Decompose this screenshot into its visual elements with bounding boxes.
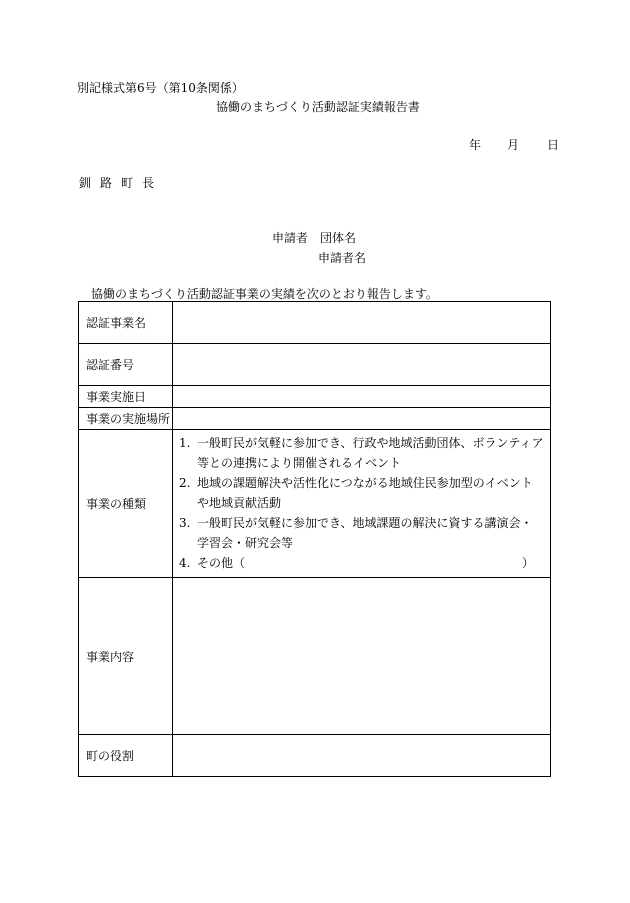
row-label: 認証事業名 <box>79 302 173 344</box>
row-label: 事業の種類 <box>79 430 173 578</box>
intro-text: 協働のまちづくり活動認証事業の実績を次のとおり報告します。 <box>91 287 438 301</box>
type-option-1[interactable]: 1. 一般町民が気軽に参加でき、行政や地域活動団体、ボランティア等との連携により開催されるイベント <box>179 436 544 470</box>
date-month-label: 月 <box>507 138 520 152</box>
table-row <box>79 408 551 430</box>
row-label: 町の役割 <box>79 735 173 777</box>
type-option-3[interactable]: 3. 一般町民が気軽に参加でき、地域課題の解決に資する講演会・学習会・研究会等 <box>179 516 533 550</box>
date-year-label: 年 <box>469 138 482 152</box>
addressee: 釧路町長 <box>79 176 164 190</box>
row-label: 事業の実施場所 <box>79 408 173 430</box>
type-option-4[interactable]: 4. その他（ ） <box>179 553 544 573</box>
row-label: 認証番号 <box>79 344 173 386</box>
document-title: 協働のまちづくり活動認証実績報告書 <box>216 100 420 114</box>
other-close-paren: ） <box>521 556 534 570</box>
report-table <box>78 301 551 777</box>
table-row <box>79 735 551 777</box>
form-number: 別記様式第6号（第10条関係） <box>77 81 244 95</box>
event-date-field[interactable] <box>173 386 551 408</box>
certification-number-field[interactable] <box>173 344 551 386</box>
row-label: 事業内容 <box>79 578 173 735</box>
type-option-2[interactable]: 2. 地域の課題解決や活性化につながる地域住民参加型のイベントや地域貢献活動 <box>179 476 533 510</box>
other-open-text: その他（ <box>197 556 246 570</box>
type-option-text: 地域の課題解決や活性化につながる地域住民参加型のイベントや地域貢献活動 <box>197 476 533 510</box>
table-row <box>79 344 551 386</box>
town-role-field[interactable] <box>173 735 551 777</box>
table-row <box>79 386 551 408</box>
project-type-options <box>173 430 551 578</box>
applicant-org-line <box>272 232 356 244</box>
row-label: 事業実施日 <box>79 386 173 408</box>
type-option-text: 一般町民が気軽に参加でき、地域課題の解決に資する講演会・学習会・研究会等 <box>197 516 533 550</box>
table-row <box>79 302 551 344</box>
date-day-label: 日 <box>547 138 560 152</box>
event-location-field[interactable] <box>173 408 551 430</box>
applicant-label: 申請者 <box>272 231 309 245</box>
table-row <box>79 578 551 735</box>
type-option-text: 一般町民が気軽に参加でき、行政や地域活動団体、ボランティア等との連携により開催されるイベント <box>197 436 544 470</box>
org-name-label: 団体名 <box>320 231 357 245</box>
project-content-field[interactable] <box>173 578 551 735</box>
applicant-name-label: 申請者名 <box>318 251 367 265</box>
table-row <box>79 430 551 578</box>
project-name-field[interactable] <box>173 302 551 344</box>
date-line <box>469 139 559 151</box>
